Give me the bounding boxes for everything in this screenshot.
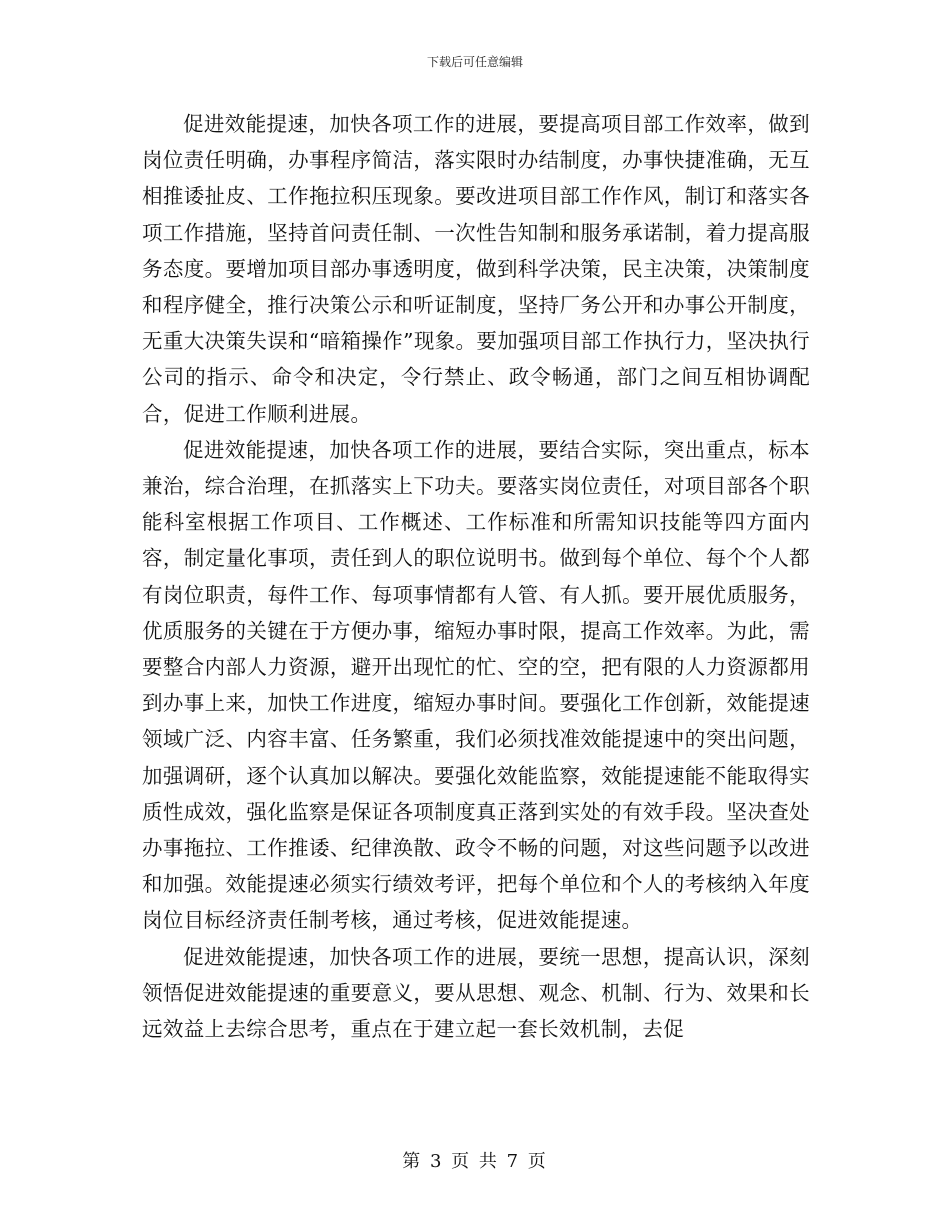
paragraph-1: 促进效能提速，加快各项工作的进展，要提高项目部工作效率，做到岗位责任明确，办事程序简洁，落实限时办结制度，办事快捷准确，无互相推诿扯皮、工作拖拉积压现象。要改进项目部工作作风，制订和落实各项工作措施，坚持首问责任制、一次性告知制和服务承诺制，着力提高服务态度。要增加项目部办事透明度，做到科学决策，民主决策，决策制度和程序健全，推行决策公示和听证制度，坚持厂务公开和办事公开制度，无重大决策失误和“暗箱操作”现象。要加强项目部工作执行力，坚决执行公司的指示、命令和决定，令行禁止、政令畅通，部门之间互相协调配合，促进工作顺利进展。 [142, 112, 811, 426]
paragraph-3: 促进效能提速，加快各项工作的进展，要统一思想，提高认识，深刻领悟促进效能提速的重要意义，要从思想、观念、机制、行为、效果和长远效益上去综合思考，重点在于建立起一套长效机制，去促 [142, 944, 810, 1042]
page-header-note: 下载后可任意编辑 [426, 55, 523, 69]
page-number: 第 3 页 共 7 页 [402, 1151, 548, 1172]
document-body [142, 106, 810, 1047]
paragraph-2: 促进效能提速，加快各项工作的进展，要结合实际，突出重点，标本兼治，综合治理，在抓落实上下功夫。要落实岗位责任，对项目部各个职能科室根据工作项目、工作概述、工作标准和所需知识技能等四方面内容，制定量化事项，责任到人的职位说明书。做到每个单位、每个个人都有岗位职责，每件工作、每项事情都有人管、有人抓。要开展优质服务，优质服务的关键在于方便办事，缩短办事时限，提高工作效率。为此，需要整合内部人力资源，避开出现忙的忙、空的空，把有限的人力资源都用到办事上来，加快工作进度，缩短办事时间。要强化工作创新，效能提速领域广泛、内容丰富、任务繁重，我们必须找准效能提速中的突出问题，加强调研，逐个认真加以解决。要强化效能监察，效能提速能不能取得实质性成效，强化监察是保证各项制度真正落到实处的有效手段。坚决查处办事拖拉、工作推诿、纪律涣散、政令不畅的问题，对这些问题予以改进和加强。效能提速必须实行绩效考评，把每个单位和个人的考核纳入年度岗位目标经济责任制考核，通过考核，促进效能提速。 [142, 437, 810, 933]
